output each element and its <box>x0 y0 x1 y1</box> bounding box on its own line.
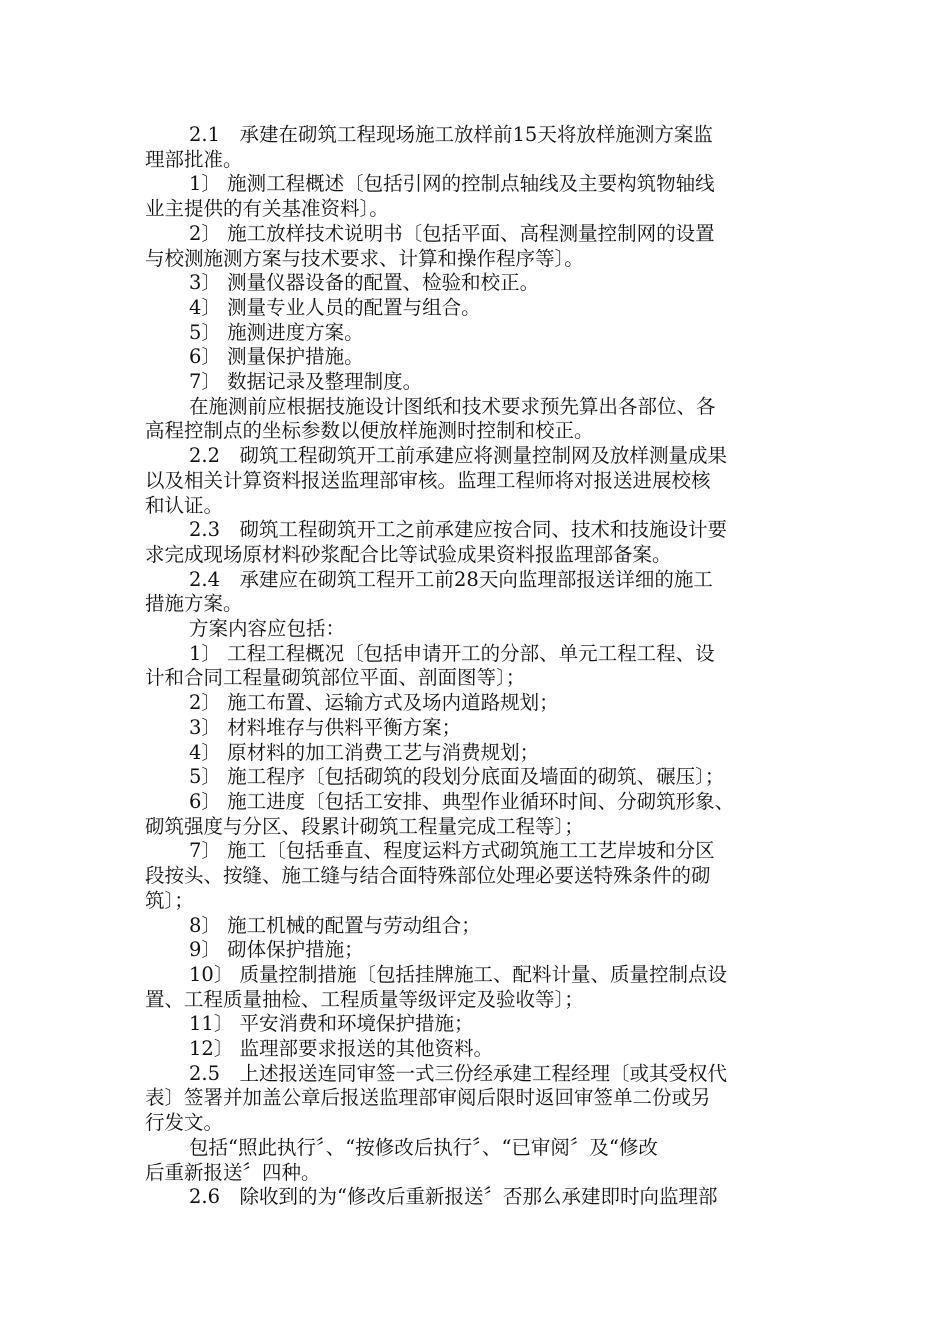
text-line: 砌筑强度与分区、段累计砌筑工程量完成工程等〕； <box>145 814 584 838</box>
text-line: 包括“照此执行〞、“按修改后执行〞、“已审阅〞及“修改 <box>189 1135 658 1159</box>
text-line: 11〕 平安消费和环境保护措施； <box>189 1012 474 1036</box>
text-line: 7〕 数据记录及整理制度。 <box>189 370 423 394</box>
text-line: 12〕 监理部要求报送的其他资料。 <box>189 1037 494 1061</box>
text-line: 5〕 施工程序〔包括砌筑的段划分底面及墙面的砌筑、碾压〕； <box>189 765 725 789</box>
text-line: 2.1 承建在砌筑工程现场施工放样前15天将放样施测方案监 <box>189 123 713 146</box>
text-line: 2.4 承建应在砌筑工程开工前28天向监理部报送详细的施工 <box>189 567 713 591</box>
text-line: 3〕 材料堆存与供料平衡方案； <box>189 715 462 739</box>
text-line: 4〕 测量专业人员的配置与组合。 <box>189 295 481 319</box>
text-line: 段按头、按缝、施工缝与结合面特殊部位处理必要送特殊条件的砌 <box>145 864 711 888</box>
text-line: 与校测施测方案与技术要求、计算和操作程序等〕。 <box>145 246 584 270</box>
text-line: 2.2 砌筑工程砌筑开工前承建应将测量控制网及放样测量成果 <box>189 444 728 468</box>
text-line: 和认证。 <box>145 493 224 517</box>
text-line: 后重新报送〞四种。 <box>145 1160 321 1184</box>
text-line: 2.3 砌筑工程砌筑开工之前承建应按合同、技术和技施设计要 <box>189 518 728 542</box>
text-line: 表〕签署并加盖公章后报送监理部审阅后限时返回审签单二份或另 <box>145 1086 711 1110</box>
document-body <box>145 123 825 1210</box>
text-line: 措施方案。 <box>145 592 243 616</box>
text-line: 2〕 施工放样技术说明书〔包括平面、高程测量控制网的设置 <box>189 221 715 245</box>
text-line: 6〕 施工进度〔包括工安排、典型作业循环时间、分砌筑形象、 <box>189 789 735 813</box>
text-line: 1〕 施测工程概述〔包括引网的控制点轴线及主要构筑物轴线 <box>189 172 715 196</box>
text-line: 行发文。 <box>145 1111 224 1135</box>
text-line: 3〕 测量仪器设备的配置、检验和校正。 <box>189 271 540 295</box>
text-line: 9〕 砌体保护措施； <box>189 938 364 962</box>
text-line: 理部批准。 <box>145 147 243 171</box>
text-line: 在施测前应根据技施设计图纸和技术要求预先算出各部位、各 <box>189 394 716 418</box>
text-line: 7〕 施工〔包括垂直、程度运料方式砌筑施工工艺岸坡和分区 <box>189 839 715 863</box>
text-line: 8〕 施工机械的配置与劳动组合； <box>189 913 481 937</box>
text-line: 2.5 上述报送连同审签一式三份经承建工程经理〔或其受权代 <box>189 1061 728 1085</box>
text-line: 高程控制点的坐标参数以便放样施测时控制和校正。 <box>145 419 594 443</box>
text-line: 5〕 施测进度方案。 <box>189 320 364 344</box>
text-line: 4〕 原材料的加工消费工艺与消费规划； <box>189 740 540 764</box>
text-line: 求完成现场原材料砂浆配合比等试验成果资料报监理部备案。 <box>145 542 672 566</box>
text-line: 筑〕； <box>145 888 194 912</box>
text-line: 1〕 工程工程概况〔包括申请开工的分部、单元工程工程、设 <box>189 641 715 665</box>
text-line: 方案内容应包括： <box>189 617 346 641</box>
text-line: 6〕 测量保护措施。 <box>189 345 364 369</box>
text-line: 10〕 质量控制措施〔包括挂牌施工、配料计量、质量控制点设 <box>189 962 728 986</box>
text-line: 2.6 除收到的为“修改后重新报送〞否那么承建即时向监理部 <box>189 1185 718 1209</box>
text-line: 置、工程质量抽检、工程质量等级评定及验收等〕； <box>145 987 584 1011</box>
text-line: 2〕 施工布置、运输方式及场内道路规划； <box>189 691 559 715</box>
text-line: 以及相关计算资料报送监理部审核。监理工程师将对报送进展校核 <box>145 468 711 492</box>
text-line: 计和合同工程量砌筑部位平面、剖面图等〕； <box>145 666 526 690</box>
text-line: 业主提供的有关基准资料〕。 <box>145 197 389 221</box>
